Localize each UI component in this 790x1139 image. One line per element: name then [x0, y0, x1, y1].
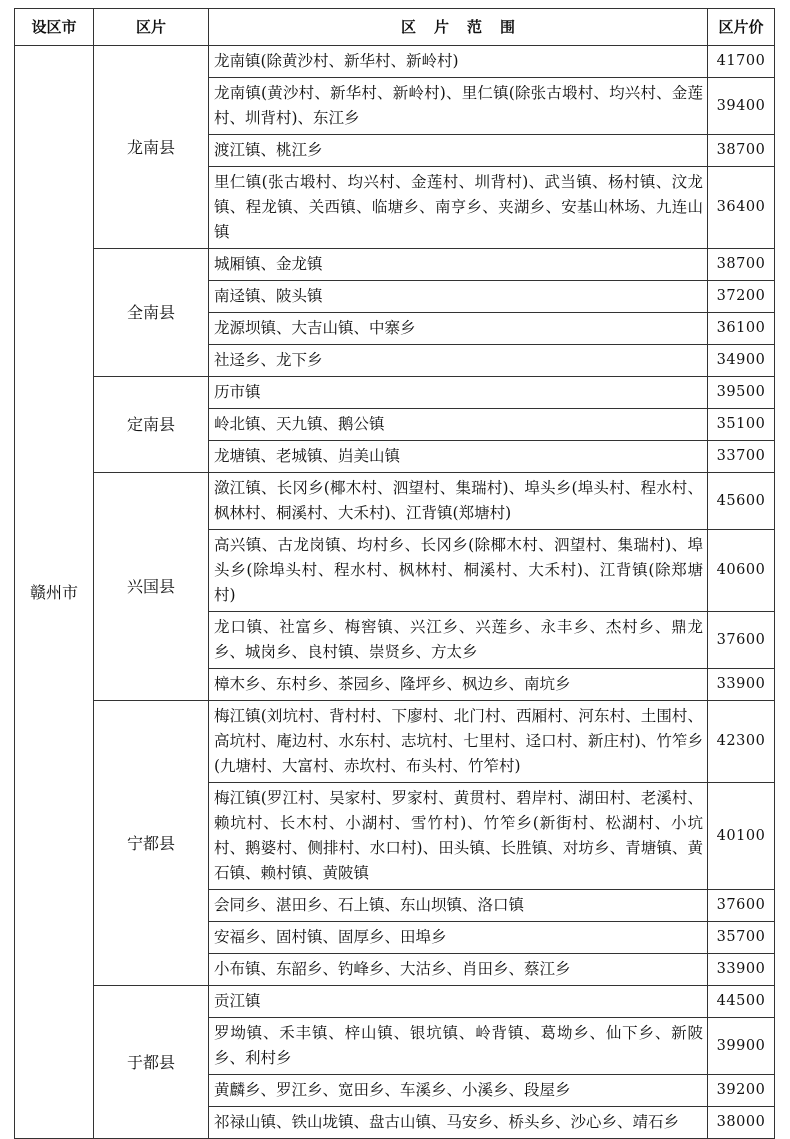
- range-cell: 梅江镇(刘坑村、背村村、下廖村、北门村、西厢村、河东村、土围村、高坑村、庵边村、水东村、志坑村、七里村、迳口村、新庄村)、竹笮乡(九塘村、大富村、赤坎村、布头村、竹笮村): [209, 701, 708, 783]
- county-cell: 全南县: [94, 249, 209, 377]
- price-cell: 35100: [708, 409, 775, 441]
- price-cell: 39400: [708, 78, 775, 135]
- price-cell: 42300: [708, 701, 775, 783]
- price-cell: 40600: [708, 530, 775, 612]
- price-cell: 39200: [708, 1075, 775, 1107]
- price-cell: 38700: [708, 135, 775, 167]
- range-cell: 罗坳镇、禾丰镇、梓山镇、银坑镇、岭背镇、葛坳乡、仙下乡、新陂乡、利村乡: [209, 1018, 708, 1075]
- land-price-table: [14, 8, 775, 1139]
- range-cell: 历市镇: [209, 377, 708, 409]
- county-cell: 定南县: [94, 377, 209, 473]
- price-cell: 36400: [708, 167, 775, 249]
- county-cell: 宁都县: [94, 701, 209, 986]
- price-cell: 45600: [708, 473, 775, 530]
- range-cell: 小布镇、东韶乡、钓峰乡、大沽乡、肖田乡、蔡江乡: [209, 954, 708, 986]
- range-cell: 黄麟乡、罗江乡、宽田乡、车溪乡、小溪乡、段屋乡: [209, 1075, 708, 1107]
- range-cell: 高兴镇、古龙岗镇、均村乡、长冈乡(除椰木村、泗望村、集瑞村)、埠头乡(除埠头村、程水村、枫林村、桐溪村、大禾村)、江背镇(除郑塘村): [209, 530, 708, 612]
- price-cell: 38000: [708, 1107, 775, 1139]
- price-cell: 41700: [708, 46, 775, 78]
- header-price: 区片价: [708, 9, 775, 46]
- price-cell: 33900: [708, 954, 775, 986]
- range-cell: 岭北镇、天九镇、鹅公镇: [209, 409, 708, 441]
- range-cell: 龙源坝镇、大吉山镇、中寨乡: [209, 313, 708, 345]
- county-cell: 兴国县: [94, 473, 209, 701]
- city-cell: 赣州市: [15, 46, 94, 1139]
- price-cell: 39500: [708, 377, 775, 409]
- table-row: [15, 701, 775, 783]
- price-cell: 37600: [708, 612, 775, 669]
- range-cell: 里仁镇(张古塅村、均兴村、金莲村、圳背村)、武当镇、杨村镇、汶龙镇、程龙镇、关西镇、临塘乡、南亨乡、夹湖乡、安基山林场、九连山镇: [209, 167, 708, 249]
- range-cell: 祁禄山镇、铁山垅镇、盘古山镇、马安乡、桥头乡、沙心乡、靖石乡: [209, 1107, 708, 1139]
- price-cell: 44500: [708, 986, 775, 1018]
- price-cell: 35700: [708, 922, 775, 954]
- range-cell: 贡江镇: [209, 986, 708, 1018]
- price-cell: 38700: [708, 249, 775, 281]
- price-cell: 37600: [708, 890, 775, 922]
- table-row: [15, 46, 775, 78]
- range-cell: 社迳乡、龙下乡: [209, 345, 708, 377]
- range-cell: 梅江镇(罗江村、吴家村、罗家村、黄贯村、碧岸村、湖田村、老溪村、赖坑村、长木村、小湖村、雪竹村)、竹笮乡(新街村、松湖村、小坑村、鹅婆村、侧排村、水口村)、田头镇、长胜镇、对坊乡、青塘镇、黄石镇、赖村镇、黄陂镇: [209, 783, 708, 890]
- range-cell: 潋江镇、长冈乡(椰木村、泗望村、集瑞村)、埠头乡(埠头村、程水村、枫林村、桐溪村、大禾村)、江背镇(郑塘村): [209, 473, 708, 530]
- range-cell: 城厢镇、金龙镇: [209, 249, 708, 281]
- header-county: 区片: [94, 9, 209, 46]
- range-cell: 南迳镇、陂头镇: [209, 281, 708, 313]
- price-cell: 33900: [708, 669, 775, 701]
- range-cell: 龙南镇(黄沙村、新华村、新岭村)、里仁镇(除张古塅村、均兴村、金莲村、圳背村)、东江乡: [209, 78, 708, 135]
- range-cell: 安福乡、固村镇、固厚乡、田埠乡: [209, 922, 708, 954]
- header-row: [15, 9, 775, 46]
- range-cell: 龙口镇、社富乡、梅窖镇、兴江乡、兴莲乡、永丰乡、杰村乡、鼎龙乡、城岗乡、良村镇、崇贤乡、方太乡: [209, 612, 708, 669]
- price-cell: 39900: [708, 1018, 775, 1075]
- price-cell: 37200: [708, 281, 775, 313]
- table-row: [15, 377, 775, 409]
- range-cell: 渡江镇、桃江乡: [209, 135, 708, 167]
- header-city: 设区市: [15, 9, 94, 46]
- price-cell: 36100: [708, 313, 775, 345]
- county-cell: 龙南县: [94, 46, 209, 249]
- table-row: [15, 986, 775, 1018]
- range-cell: 樟木乡、东村乡、茶园乡、隆坪乡、枫边乡、南坑乡: [209, 669, 708, 701]
- price-cell: 33700: [708, 441, 775, 473]
- county-cell: 于都县: [94, 986, 209, 1139]
- range-cell: 会同乡、湛田乡、石上镇、东山坝镇、洛口镇: [209, 890, 708, 922]
- table-row: [15, 249, 775, 281]
- table-body: [15, 46, 775, 1139]
- header-range: 区片范围: [209, 9, 708, 46]
- price-cell: 40100: [708, 783, 775, 890]
- range-cell: 龙塘镇、老城镇、岿美山镇: [209, 441, 708, 473]
- range-cell: 龙南镇(除黄沙村、新华村、新岭村): [209, 46, 708, 78]
- table-row: [15, 473, 775, 530]
- price-cell: 34900: [708, 345, 775, 377]
